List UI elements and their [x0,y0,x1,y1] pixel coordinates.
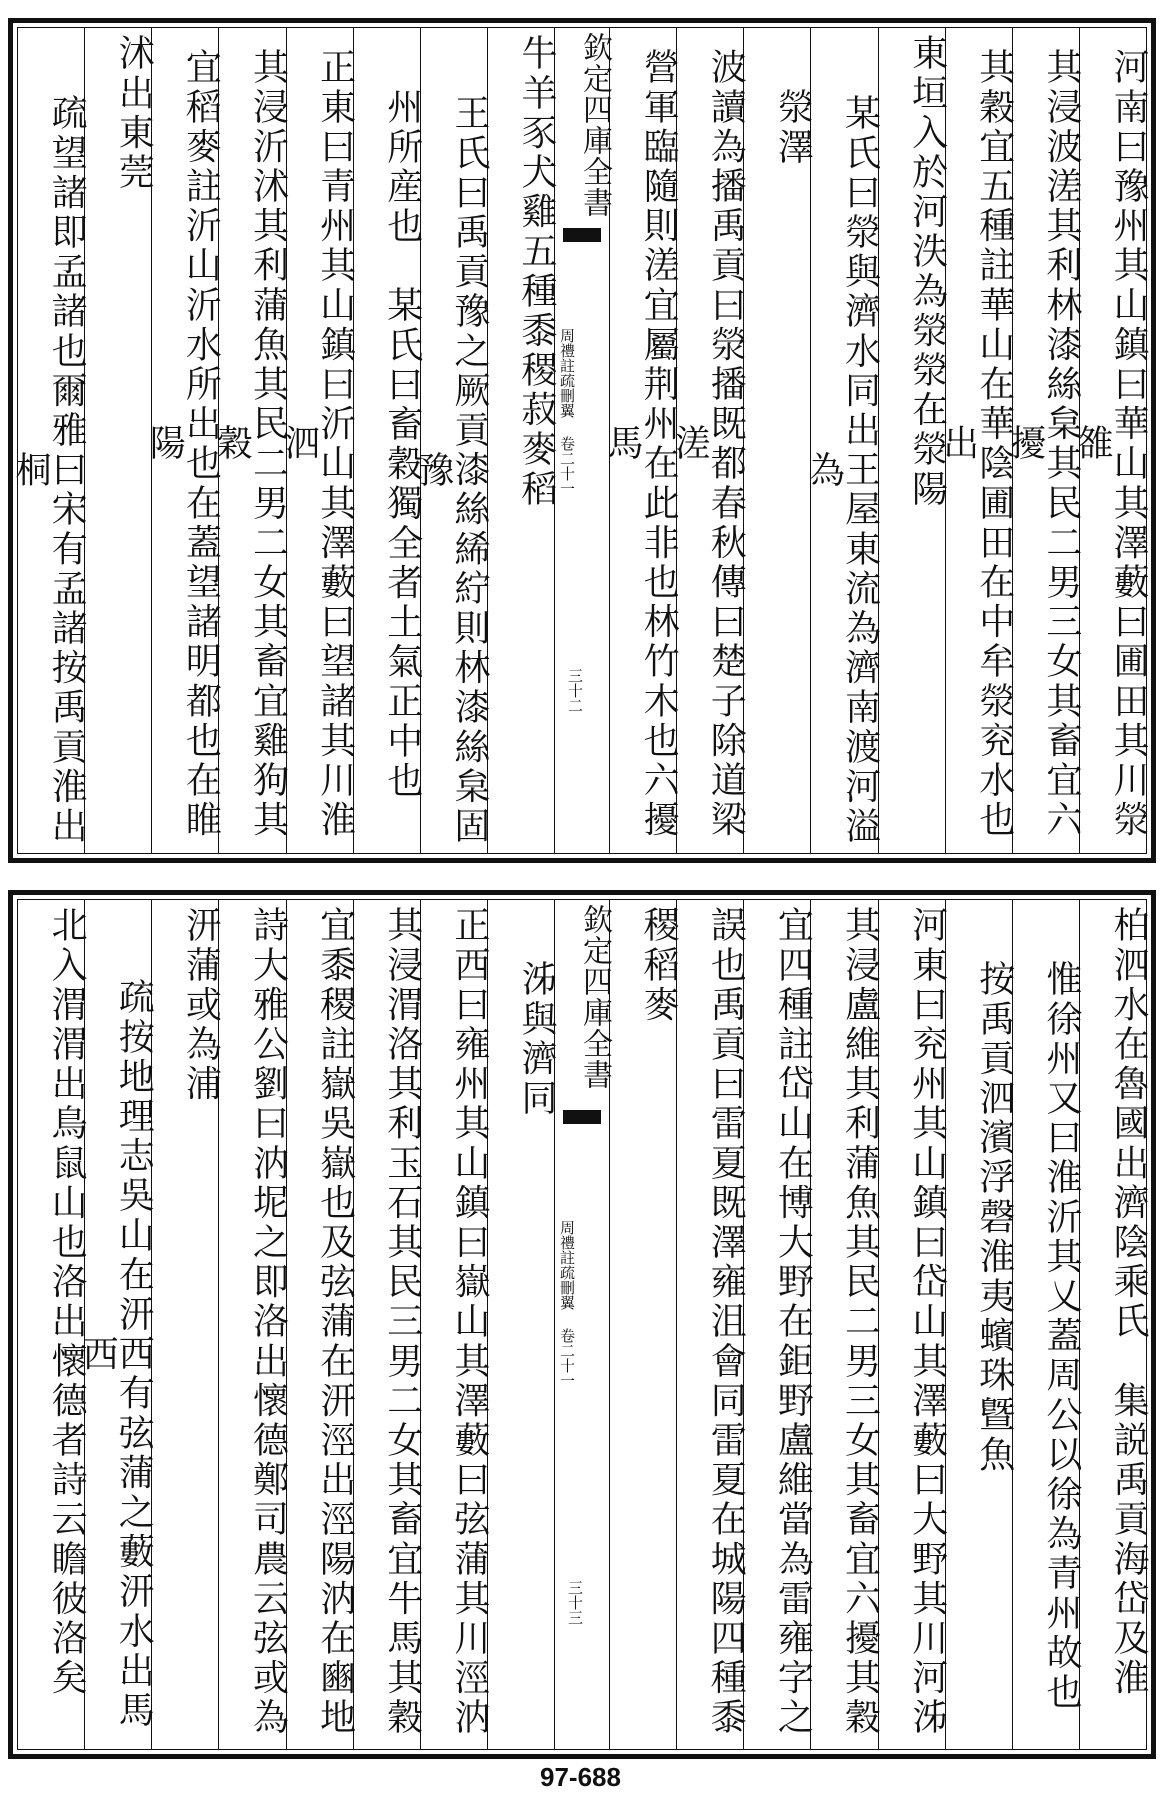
text-column [878,28,948,853]
fish-tail-mark [563,1110,601,1124]
column-text: 稷稻麥 [638,906,680,1025]
column-text: 疏按地理志吳山在汧西有弦蒲之藪汧水出馬西 [77,978,155,1731]
column-text: 宜四種註岱山在博大野在鉅野盧維當為雷雍字之 [772,906,814,1738]
text-column [211,28,289,853]
column-text: 其穀宜五種註華山在華陰圃田在中牟滎兖水也出 [937,47,1015,840]
column-text: 滎澤 [772,88,814,168]
text-column [487,28,557,853]
column-text: 王氏曰禹貢豫之厥貢漆絲絺紵則林漆絲枲固豫 [412,94,490,847]
page-number: 三十三 [566,1580,584,1625]
column-text: 宜稻麥註沂山沂水所出也在蓋望諸明都也在睢陽 [144,47,222,840]
column-text: 沭出東莞 [113,34,155,193]
text-column [487,900,557,1749]
column-text: 河南曰豫州其山鎮曰華山其澤藪曰圃田其川滎雒 [1072,47,1149,840]
column-text: 汧蒲或為浦 [180,906,222,1104]
text-column [937,28,1015,853]
column-text: 其浸渭洛其利玉石其民三男二女其畜宜牛馬其穀 [381,906,423,1738]
page-number: 三十二 [566,668,584,713]
column-text: 正西曰雍州其山鎮曰嶽山其澤藪曰弦蒲其川涇汭 [448,906,490,1738]
center-fold [554,900,612,1749]
column-text: 營軍臨隨則溠宜屬荆州在此非也林竹木也六擾馬 [602,47,680,840]
text-column [151,900,222,1749]
text-column [144,28,222,853]
column-text: 其浸沂沭其利蒲魚其民二男二女其畜宜雞狗其穀 [211,47,289,840]
center-fold [554,28,612,853]
column-text: 河東曰兖州其山鎮曰岱山其澤藪曰大野其川河泲 [906,906,948,1738]
text-column [602,28,680,853]
column-text: 北入渭渭出鳥鼠山也洛出懷德者詩云瞻彼洛矣 [46,906,88,1698]
text-column [84,28,155,853]
column-text: 惟徐州又曰淮沂其乂蓋周公以徐為青州故也 [1040,960,1082,1713]
bottom-page-frame [17,899,1147,1750]
column-text: 按禹貢泗濱浮磬淮夷蠙珠曁魚 [973,960,1015,1475]
text-column [10,28,88,853]
text-column [218,900,289,1749]
column-text: 正東曰青州其山鎮曰沂山其澤藪曰望諸其川淮泗 [278,47,356,840]
column-text: 泲與濟同 [516,960,557,1119]
book-title: 欽定四庫全書 [577,904,612,1090]
text-column [18,900,88,1749]
text-column [878,900,948,1749]
text-column [1079,900,1149,1749]
text-column [803,28,881,853]
fish-tail-mark [563,228,601,242]
book-title: 欽定四庫全書 [577,32,612,218]
text-column [743,900,814,1749]
column-text: 宜黍稷註嶽吳嶽也及弦蒲在汧涇出涇陽汭在豳地 [314,906,356,1738]
volume-label: 周禮註疏刪翼 卷二十一 [558,328,576,496]
column-text: 州所産也 某氏曰畜穀獨全者土氣正中也 [381,88,423,801]
text-column [1072,28,1149,853]
column-text: 其浸波溠其利林漆絲枲其民二男三女其畜宜六擾 [1004,47,1082,840]
column-text: 東垣入於河泆為滎滎在滎陽 [906,34,948,510]
column-text: 其浸盧維其利蒲魚其民二男三女其畜宜六擾其穀 [839,906,881,1738]
text-column [669,28,747,853]
text-column [278,28,356,853]
bottom-page [8,890,1156,1759]
column-text: 某氏曰滎與濟水同出王屋東流為濟南渡河溢為 [803,94,881,847]
text-column [945,900,1015,1749]
text-column [743,28,814,853]
text-column [353,28,423,853]
text-column [353,900,423,1749]
column-text: 誤也禹貢曰雷夏既澤雍沮會同雷夏在城陽四種黍 [705,906,747,1738]
text-column [810,900,881,1749]
text-column [286,900,356,1749]
volume-label: 周禮註疏刪翼 卷二十一 [558,1220,576,1388]
scan-page-number: 97-688 [540,1762,621,1792]
text-column [77,900,155,1749]
column-text: 詩大雅公劉曰汭坭之即洛出懷德鄭司農云弦或為 [247,906,289,1738]
text-column [609,900,680,1749]
column-text: 柏泗水在魯國出濟陰乘氏 集説禹貢海岱及淮 [1108,906,1149,1698]
top-page [8,18,1156,863]
text-column [412,28,490,853]
text-column [676,900,747,1749]
text-column [1004,28,1082,853]
column-text: 疏望諸即孟諸也爾雅曰宋有孟諸按禹貢淮出桐 [10,94,88,847]
column-text: 牛羊豕犬雞五種黍稷菽麥稻 [516,34,557,510]
text-column [1012,900,1082,1749]
column-text: 波讀為播禹貢曰滎播既都春秋傳曰楚子除道梁溠 [669,47,747,840]
text-column [420,900,490,1749]
top-page-frame [10,27,1149,854]
